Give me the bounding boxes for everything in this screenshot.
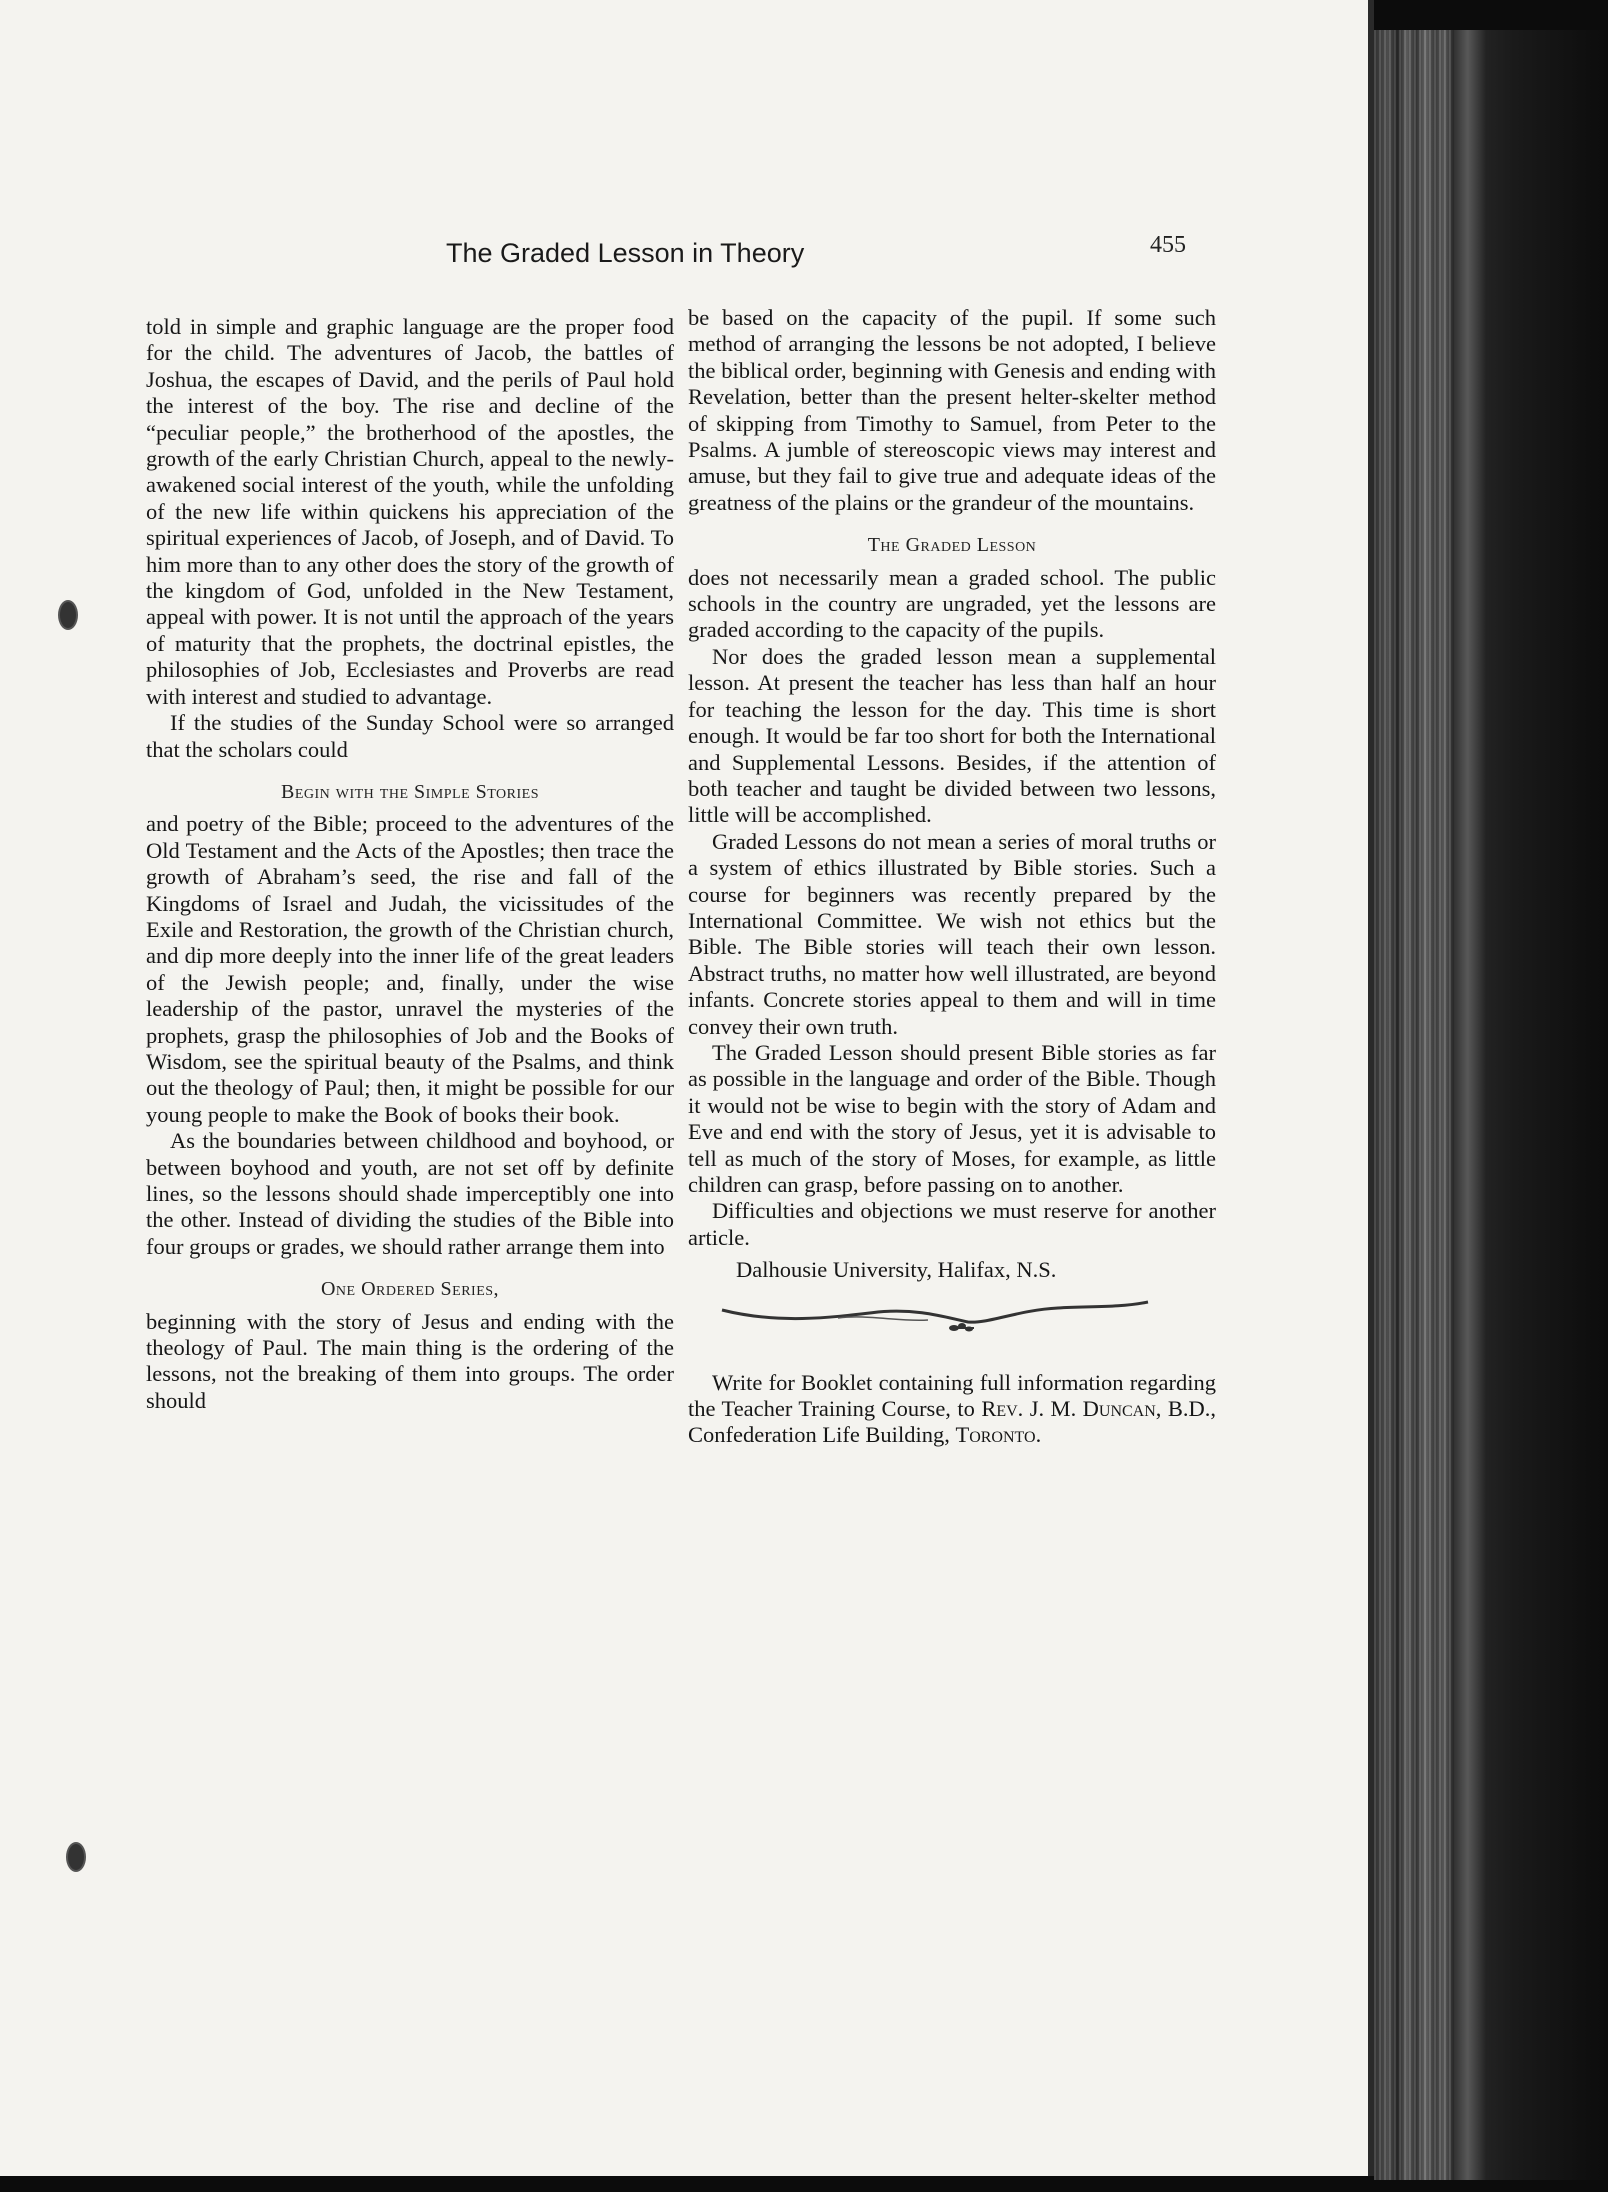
book-page-edges <box>1374 30 1608 2180</box>
training-course-notice <box>688 1370 1216 1449</box>
left-column <box>146 314 674 1414</box>
punch-hole <box>66 1842 86 1872</box>
paragraph: The Graded Lesson should present Bible stories as far as possible in the language and order of the Bible. Though it would not be wise to begin with the story of Adam and Eve and end with the story of Jesus, yet it is advisable to tell as much of the story of Moses, for example, as little children can grasp, before passing on to another. <box>688 1039 1216 1197</box>
paragraph: be based on the capacity of the pupil. If some such method of arranging the lessons be not adopted, I believe the biblical order, beginning with Genesis and ending with Revelation, better than the present helter-skelter method of skipping from Timothy to Samuel, from Peter to the Psalms. A jumble of stereoscopic views may interest and amuse, but they fail to give true and adequate ideas of the greatness of the plains or the grandeur of the mountains. <box>688 305 1216 515</box>
author-affiliation: Dalhousie University, Halifax, N.S. <box>736 1257 1057 1283</box>
contact-city: Toronto <box>955 1422 1036 1448</box>
notice-text: Write for Booklet containing full information regarding the Teacher Training Course, to <box>688 1369 1216 1422</box>
section-heading: One Ordered Series, <box>320 1278 500 1301</box>
notice-text: . <box>1035 1422 1042 1448</box>
paragraph: As the boundaries between childhood and boyhood, or between boyhood and youth, are not set off by definite lines, so the lessons should shade imperceptibly one into the other. Instead of dividing the studies of the Bible into four groups or grades, we should rather arrange them into <box>146 1128 674 1259</box>
paragraph: told in simple and graphic language are the proper food for the child. The adventures of Jacob, the battles of Joshua, the escapes of David, and the perils of Paul hold the interest of the boy. The rise and decline of the “peculiar people,” the brotherhood of the apostles, the growth of the early Christian Church, appeal to the newly-awakened social interest of the youth, while the unfolding of the new life within quickens his appreciation of the spiritual experiences of Jacob, of Joseph, and of David. To him more than to any other does the story of the growth of the kingdom of God, unfolded in the New Testament, appeal with power. It is not until the approach of the years of maturity that the prophets, the doctrinal epistles, the philosophies of Job, Ecclesiastes and Proverbs are read with interest and studied to advantage. <box>146 314 674 709</box>
paragraph: Nor does the graded lesson mean a supplemental lesson. At present the teacher has less than half an hour for teaching the lesson for the day. This time is short enough. It would be far too short for both the International and Supplemental Lessons. Besides, if the attention of both teacher and taught be divided between two lessons, little will be accomplished. <box>688 643 1216 828</box>
section-heading: The Graded Lesson <box>867 534 1037 557</box>
flourish-icon <box>718 1288 1158 1344</box>
paragraph: and poetry of the Bible; proceed to the adventures of the Old Testament and the Acts of the Apostles; then trace the growth of Abraham’s seed, the rise and fall of the Kingdoms of Israel and Judah, the vicissitudes of the Exile and Restoration, the growth of the Christian church, and dip more deeply into the inner life of the great leaders of the Jewish people; and, finally, under the wise leadership of the pastor, unravel the mysteries of the prophets, grasp the philosophies of Job and the Books of Wisdom, see the spiritual beauty of the Psalms, and think out the theology of Paul; then, it might be possible for our young people to make the Book of books their book. <box>146 811 674 1127</box>
paragraph: beginning with the story of Jesus and ending with the theology of Paul. The main thing is the ordering of the lessons, not the breaking of them into groups. The order should <box>146 1308 674 1413</box>
section-heading: Begin with the Simple Stories <box>280 780 540 803</box>
running-head: The Graded Lesson in Theory <box>446 238 805 268</box>
ornament-divider <box>688 1288 1216 1348</box>
paragraph: does not necessarily mean a graded school. The public schools in the country are ungraded, yet the lessons are graded according to the capacity of the pupils. <box>688 564 1216 643</box>
page-number: 455 <box>1150 232 1186 258</box>
paragraph: Difficulties and objections we must reserve for another article. <box>688 1198 1216 1250</box>
contact-name: Rev. J. M. Duncan <box>981 1396 1156 1422</box>
punch-hole <box>58 600 78 630</box>
right-column <box>688 305 1216 1449</box>
notice-text: , B.D., Confederation Life Building, <box>688 1396 1216 1448</box>
paragraph: If the studies of the Sunday School were so arranged that the scholars could <box>146 710 674 762</box>
paragraph: Graded Lessons do not mean a series of moral truths or a system of ethics illustrated by Bible stories. Such a course for beginners was recently prepared by the International Committee. We wish not ethics but the Bible. The Bible stories will teach their own lesson. Abstract truths, no matter how well illustrated, are beyond infants. Concrete stories appeal to them and will in time convey their own truth. <box>688 828 1216 1039</box>
